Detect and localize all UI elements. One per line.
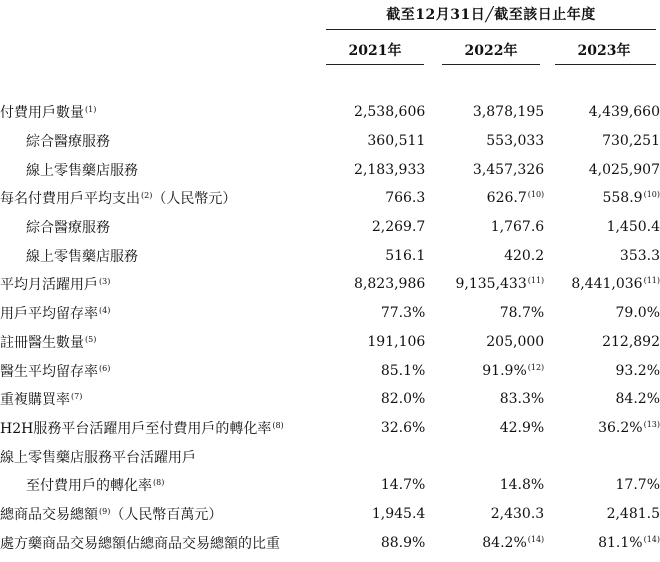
footnote-ref: (9): [99, 506, 111, 516]
row-label: [0, 500, 338, 529]
row-label-text: 綜合醫療服務: [26, 134, 110, 151]
value-cell-2021: [338, 385, 425, 414]
value-text: 81.1%: [598, 534, 643, 551]
footnote-ref: (11): [643, 276, 660, 286]
row-label: [0, 442, 338, 471]
row-label: [0, 98, 338, 127]
value-cell-2021: [338, 414, 425, 443]
value-text: 79.0%: [615, 305, 660, 322]
footnote-ref: (8): [272, 420, 284, 430]
value-cell-2023: [544, 414, 660, 443]
value-text: 36.2%: [598, 419, 643, 436]
value-text: 4,025,907: [588, 161, 660, 178]
value-cell-2022: [425, 414, 544, 443]
row-label-text: 總商品交易總額: [0, 506, 98, 523]
row-label: [0, 213, 338, 242]
value-text: 8,441,036: [571, 276, 643, 293]
value-cell-2023: [544, 356, 660, 385]
value-cell-2023: [544, 442, 660, 471]
value-text: 553,033: [486, 133, 545, 150]
table-row: [0, 356, 660, 385]
row-label: [0, 414, 338, 443]
row-label-text: H2H服務平台活躍用戶至付費用戶的轉化率: [0, 420, 272, 437]
row-label-unit: （人民幣元）: [152, 191, 237, 208]
value-text: 2,269.7: [371, 219, 426, 236]
value-text: 353.3: [619, 247, 660, 264]
value-cell-2022: [425, 270, 544, 299]
operating-metrics-table: [0, 98, 660, 557]
value-cell-2022: [425, 385, 544, 414]
table-row: [0, 127, 660, 156]
value-text: 3,457,326: [472, 161, 545, 178]
footnote-ref: (7): [71, 392, 83, 402]
value-cell-2022: [425, 500, 544, 529]
value-cell-2022: [425, 127, 544, 156]
footnote-ref: (13): [643, 419, 660, 429]
value-cell-2023: [544, 471, 660, 500]
table-row: [0, 500, 660, 529]
table-row: [0, 299, 660, 328]
value-cell-2023: [544, 270, 660, 299]
row-label-text: 每名付費用戶平均支出: [0, 191, 140, 208]
value-text: 2,481.5: [606, 505, 660, 522]
row-label-text: 用戶平均留存率: [0, 306, 98, 323]
table-row: [0, 414, 660, 443]
value-cell-2021: [338, 241, 425, 270]
footnote-ref: (10): [643, 190, 660, 200]
value-text: 88.9%: [380, 534, 426, 551]
value-text: 766.3: [385, 190, 426, 207]
value-text: 626.7: [486, 190, 527, 207]
footnote-ref: (1): [85, 105, 97, 115]
value-cell-2022: [425, 155, 544, 184]
period-rule: [326, 29, 656, 30]
value-cell-2023: [544, 299, 660, 328]
row-label: [0, 241, 338, 270]
table-row: [0, 528, 660, 557]
value-cell-2023: [544, 184, 660, 213]
table-row: [0, 184, 660, 213]
value-text: 42.9%: [499, 419, 545, 436]
value-text: 91.9%: [482, 362, 527, 379]
value-cell-2022: [425, 241, 544, 270]
value-text: 85.1%: [380, 362, 426, 379]
value-cell-2021: [338, 442, 425, 471]
value-cell-2021: [338, 356, 425, 385]
value-cell-2021: [338, 184, 425, 213]
value-cell-2023: [544, 98, 660, 127]
value-cell-2022: [425, 98, 544, 127]
value-text: 2,538,606: [354, 104, 426, 121]
row-label-unit: （人民幣百萬元）: [110, 506, 223, 523]
value-text: 14.7%: [380, 477, 426, 494]
year-header-2023: 2023年: [577, 43, 631, 59]
footnote-ref: (8): [153, 478, 165, 488]
table-row: [0, 471, 660, 500]
row-label: [0, 155, 338, 184]
table-row: [0, 241, 660, 270]
value-text: 77.3%: [380, 305, 426, 322]
table-row: [0, 328, 660, 357]
value-cell-2023: [544, 127, 660, 156]
value-text: 2,430.3: [490, 505, 545, 522]
value-cell-2022: [425, 442, 544, 471]
value-cell-2021: [338, 528, 425, 557]
row-label-text: 重複購買率: [0, 392, 70, 409]
value-text: 516.1: [385, 247, 426, 264]
table-row: [0, 155, 660, 184]
row-label-text: 線上零售藥店服務平台活躍用戶: [0, 449, 196, 466]
footnote-ref: (4): [99, 306, 111, 316]
row-label-text: 線上零售藥店服務: [26, 248, 138, 265]
value-cell-2021: [338, 471, 425, 500]
footnote-ref: (14): [643, 534, 660, 544]
table-row: [0, 270, 660, 299]
year-rule-2021: [326, 64, 424, 65]
value-cell-2022: [425, 184, 544, 213]
row-label: [0, 299, 338, 328]
value-cell-2022: [425, 356, 544, 385]
value-cell-2023: [544, 241, 660, 270]
value-text: 32.6%: [380, 419, 426, 436]
value-cell-2022: [425, 528, 544, 557]
value-cell-2022: [425, 471, 544, 500]
year-rule-2022: [442, 64, 540, 65]
footnote-ref: (6): [99, 363, 111, 373]
value-text: 191,106: [367, 333, 426, 350]
value-text: 1,945.4: [371, 505, 426, 522]
row-label: [0, 528, 338, 557]
row-label: [0, 385, 338, 414]
year-header-2022: 2022年: [464, 43, 518, 59]
value-text: 1,450.4: [606, 219, 660, 236]
value-text: 9,135,433: [455, 276, 527, 293]
value-text: 2,183,933: [354, 161, 426, 178]
year-rule-2023: [555, 64, 656, 65]
row-label-text: 醫生平均留存率: [0, 363, 98, 380]
value-text: 83.3%: [499, 391, 545, 408]
value-cell-2021: [338, 500, 425, 529]
value-cell-2022: [425, 213, 544, 242]
value-text: 82.0%: [380, 391, 426, 408]
value-text: 84.2%: [482, 534, 527, 551]
table-row: [0, 385, 660, 414]
value-text: 14.8%: [499, 477, 545, 494]
value-text: 558.9: [602, 190, 643, 207]
row-label: [0, 471, 338, 500]
value-text: 1,767.6: [490, 219, 545, 236]
value-cell-2023: [544, 328, 660, 357]
footnote-ref: (12): [527, 362, 545, 372]
value-text: 84.2%: [615, 391, 660, 408]
value-cell-2023: [544, 155, 660, 184]
row-label-text: 註冊醫生數量: [0, 334, 84, 351]
value-text: 93.2%: [615, 362, 660, 379]
table-row: [0, 442, 660, 471]
footnote-ref: (14): [527, 534, 545, 544]
value-cell-2022: [425, 299, 544, 328]
row-label: [0, 356, 338, 385]
footnote-ref: (11): [527, 276, 545, 286]
row-label-text: 平均月活躍用戶: [0, 277, 98, 294]
year-header-2021: 2021年: [348, 43, 402, 59]
value-cell-2021: [338, 155, 425, 184]
value-text: 3,878,195: [472, 104, 545, 121]
table-row: [0, 98, 660, 127]
row-label-text: 線上零售藥店服務: [26, 162, 138, 179]
value-cell-2021: [338, 98, 425, 127]
value-cell-2021: [338, 299, 425, 328]
value-cell-2021: [338, 127, 425, 156]
value-cell-2021: [338, 328, 425, 357]
row-label-text: 處方藥商品交易總額佔總商品交易總額的比重: [0, 535, 280, 552]
footnote-ref: (10): [527, 190, 545, 200]
row-label: [0, 127, 338, 156]
period-header: 截至12月31日╱截至該日止年度: [386, 7, 596, 23]
footnote-ref: (2): [141, 191, 153, 201]
row-label: [0, 328, 338, 357]
value-text: 730,251: [602, 133, 660, 150]
row-label: [0, 184, 338, 213]
value-text: 212,892: [602, 333, 660, 350]
row-label-text: 付費用戶數量: [0, 105, 84, 122]
value-text: 17.7%: [615, 477, 660, 494]
value-cell-2021: [338, 213, 425, 242]
value-text: 8,823,986: [354, 276, 426, 293]
value-cell-2023: [544, 528, 660, 557]
footnote-ref: (5): [85, 334, 97, 344]
value-cell-2022: [425, 328, 544, 357]
value-text: 205,000: [486, 333, 545, 350]
table-row: [0, 213, 660, 242]
value-cell-2021: [338, 270, 425, 299]
value-cell-2023: [544, 213, 660, 242]
row-label: [0, 270, 338, 299]
footnote-ref: (3): [99, 277, 111, 287]
value-text: 4,439,660: [588, 104, 660, 121]
value-text: 360,511: [367, 133, 426, 150]
value-text: 420.2: [504, 247, 545, 264]
value-text: 78.7%: [499, 305, 545, 322]
value-cell-2023: [544, 385, 660, 414]
row-label-text: 至付費用戶的轉化率: [26, 478, 152, 495]
row-label-text: 綜合醫療服務: [26, 220, 110, 237]
value-cell-2023: [544, 500, 660, 529]
